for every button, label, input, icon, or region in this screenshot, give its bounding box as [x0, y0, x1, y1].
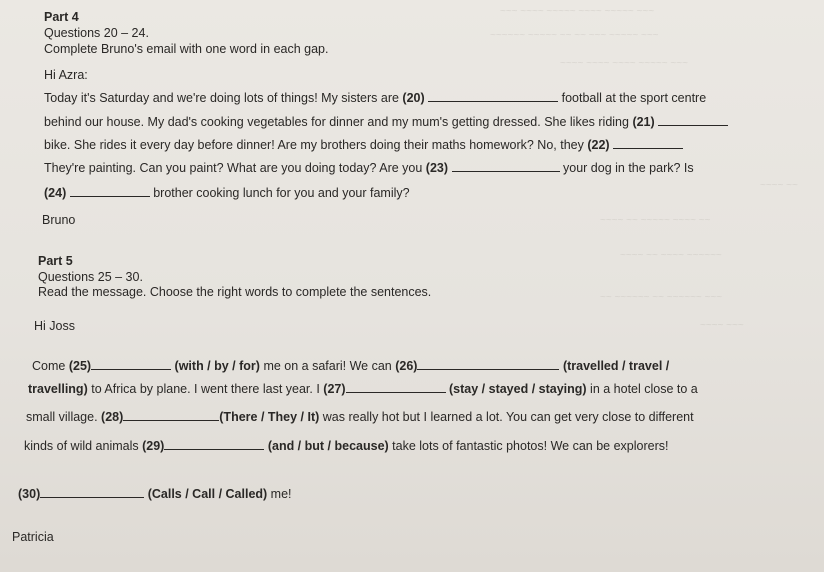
answer-gap-26[interactable] [417, 357, 559, 370]
text: in a hotel close to a [586, 382, 698, 396]
part4-line-1 [44, 89, 706, 106]
part5-greeting: Hi Joss [34, 319, 75, 333]
show-through-text: ~~~~~~ ~~~~~ ~~ ~~ ~~~ ~~~~~ ~~~ [490, 30, 659, 41]
answer-gap-24[interactable] [70, 184, 150, 197]
text: me on a safari! We can [259, 359, 396, 373]
part5-line-2 [28, 380, 698, 397]
part5-line-5 [18, 485, 292, 502]
question-number: (26) [395, 359, 418, 373]
question-number: (29) [142, 439, 165, 453]
show-through-text: ~~~~ ~~ [760, 180, 798, 191]
text: was really hot but I learned a lot. You can get very close to different [319, 410, 694, 424]
answer-gap-22[interactable] [613, 136, 683, 149]
answer-gap-21[interactable] [658, 113, 728, 126]
show-through-text: ~~~ ~~~~ ~~~~~ ~~~~ ~~~~~ ~~~ [500, 6, 655, 17]
options-26: (travelled / travel / [562, 359, 670, 373]
options-29: (and / but / because) [267, 439, 389, 453]
text: take lots of fantastic photos! We can be explorers! [388, 439, 669, 453]
answer-gap-20[interactable] [428, 89, 558, 102]
show-through-text: ~~~~ ~~ ~~~~~ ~~~~ ~~ [600, 215, 711, 226]
options-27: (stay / stayed / staying) [449, 382, 587, 396]
part4-line-5 [44, 184, 410, 201]
question-number: (21) [632, 115, 655, 129]
part5-instruction: Read the message. Choose the right words to complete the sentences. [38, 285, 432, 299]
answer-gap-27[interactable] [346, 380, 446, 393]
text: They're painting. Can you paint? What are you doing today? Are you [44, 161, 426, 175]
text: small village. [26, 410, 102, 424]
text: brother cooking lunch for you and your family? [153, 186, 410, 200]
answer-gap-30[interactable] [40, 485, 144, 498]
part5-questions: Questions 25 – 30. [38, 270, 143, 284]
options-25: (with / by / for) [174, 359, 260, 373]
question-number: (23) [425, 161, 449, 175]
part5-signoff: Patricia [12, 530, 54, 544]
text: to Africa by plane. I went there last year. I [87, 382, 324, 396]
part4-instruction: Complete Bruno's email with one word in each gap. [44, 42, 329, 56]
answer-gap-23[interactable] [452, 159, 560, 172]
show-through-text: ~~~~ ~~~~ ~~~~ ~~~~~ ~~~ [560, 58, 688, 69]
text: me! [267, 487, 292, 501]
options-30: (Calls / Call / Called) [147, 487, 268, 501]
part5-line-1 [32, 357, 669, 374]
answer-gap-28[interactable] [123, 408, 219, 421]
show-through-text: ~~~~ ~~~ [700, 320, 744, 331]
answer-gap-25[interactable] [91, 357, 171, 370]
part4-greeting: Hi Azra: [44, 68, 88, 82]
part5-line-3 [26, 408, 694, 425]
part4-line-2 [44, 113, 728, 130]
question-number: (24) [44, 186, 67, 200]
text: Today it's Saturday and we're doing lots of things! My sisters are [44, 91, 403, 105]
question-number: (27) [323, 382, 346, 396]
question-number: (25) [68, 359, 92, 373]
text: bike. She rides it every day before dinner! Are my brothers doing their maths homework? No, they [44, 138, 588, 152]
part5-line-4 [24, 437, 668, 454]
options-28: (There / They / It) [219, 410, 320, 424]
part5-title: Part 5 [38, 254, 73, 268]
part4-signoff: Bruno [42, 213, 76, 227]
text: football at the sport centre [561, 91, 707, 105]
options-26-cont: travelling) [28, 382, 88, 396]
show-through-text: ~~~~ ~~ ~~~~ ~~~~~~ [620, 250, 722, 261]
text: behind our house. My dad's cooking vegetables for dinner and my mum's getting dressed. She likes riding [44, 115, 633, 129]
question-number: (20) [402, 91, 425, 105]
answer-gap-29[interactable] [164, 437, 264, 450]
part4-title: Part 4 [44, 10, 79, 24]
part4-line-3 [44, 136, 683, 153]
part4-line-4 [44, 159, 694, 176]
text: your dog in the park? Is [563, 161, 694, 175]
question-number: (28) [101, 410, 124, 424]
part4-questions: Questions 20 – 24. [44, 26, 149, 40]
text: kinds of wild animals [24, 439, 143, 453]
text: Come [32, 359, 69, 373]
show-through-text: ~~ ~~~~~~ ~~ ~~~~~~ ~~~ [600, 292, 723, 303]
question-number: (30) [18, 487, 41, 501]
question-number: (22) [587, 138, 610, 152]
